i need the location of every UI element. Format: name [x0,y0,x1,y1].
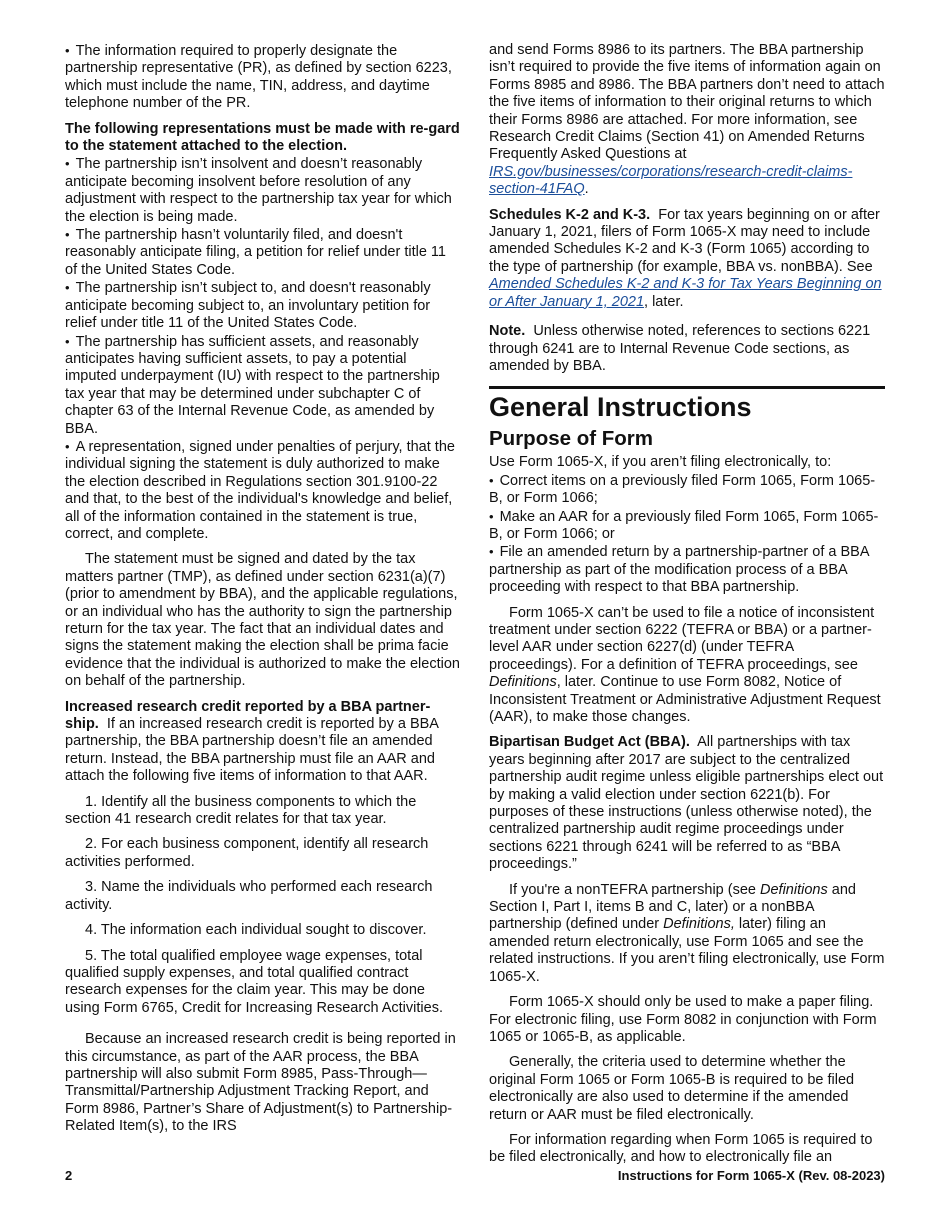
section-heading: General Instructions [489,392,752,423]
list-item: 4. The information each individual sought to discover. [85,922,427,939]
pr-info-bullet: • The information required to properly designate the partnership representative (PR), as defined by section 6223, which must include the name, TIN, address, and daytime telephone number of the PR. [65,42,460,113]
paper-filing-paragraph: Form 1065-X should only be used to make a paper filing. For electronic filing, use Form 8082 in conjunction with Form 1065 or 1065-B, as applicable. [489,994,877,1045]
footer-title: Instructions for Form 1065-X (Rev. 08-2023) [617,1168,885,1183]
list-item: 2. For each business component, identify all research activities performed. [65,836,429,870]
k2-k3-heading: Schedules K-2 and K-3. [489,206,651,223]
bba-heading: Bipartisan Budget Act (BBA). [489,734,690,751]
note-label: Note. [489,323,526,340]
cant-be-used-paragraph: Form 1065-X can’t be used to file a notice of inconsistent treatment under section 6222 (TEFRA or BBA) or a partner-level AAR under section 6227(d) (under TEFRA proceedings). For a definition of TEFRA proceedings, see Definitions, later. Continue to use Form 8082, Notice of Inconsistent Treatment or Administrative Adjustment Request (AAR), to make those changes. [489,604,881,725]
section-divider [489,386,885,389]
research-credit-paragraph: Increased research credit reported by a BBA partner-ship. If an increased research credit is reported by a BBA partnership, the BBA partnership doesn’t file an amended return. Instead, the BBA partnership must file an AAR and attach the following five items of information to that AAR. [65,698,439,785]
right-column [489,42,885,1167]
k2-k3-link[interactable]: Amended Schedules K-2 and K-3 for Tax Years Beginning on or After January 1, 2021 [489,276,882,310]
statement-paragraph: The statement must be signed and dated by the tax matters partner (TMP), as defined under section 6231(a)(7) (prior to amendment by BBA), and the applicable regulations, or an individual who has the authority to sign the partnership return for the tax year. The fact that an individual dates and signs the statement making the election shall be prima facie evidence that the individual is authorized to make the election on behalf of the partnership. [65,551,460,690]
nontefra-paragraph: If you're a nonTEFRA partnership (see Definitions and Section I, Part I, items B and C, later) or a nonBBA partnership (defined under Definitions, later) filing an amended return electronically, use Form 1065 and see the related instructions. If you aren’t filing electronically, use Form 1065-X. [489,881,885,985]
list-item: 5. The total qualified employee wage expenses, total qualified supply expenses, and total qualified contract research expenses for the claim year. This may be done using Form 6765, Credit for Increasing Research Activities. [65,947,443,1016]
representation-item: • The partnership hasn’t voluntarily filed, and doesn't reasonably anticipate filing, a petition for relief under title 11 of the United States Code. [65,226,460,279]
representation-item: • A representation, signed under penalties of perjury, that the individual signing the statement is duly authorized to make the election described in Regulations section 301.9100-22 and that, to the best of the individual's knowledge and belief, all of the information contained in the statement is true, correct, and complete. [65,438,460,543]
electronic-info-paragraph: For information regarding when Form 1065 is required to be filed electronically, and how to electronically file an [489,1131,873,1166]
k2-k3-paragraph: Schedules K-2 and K-3. For tax years beginning on or after January 1, 2021, filers of Form 1065-X may need to include amended Schedules K-2 and K-3 (Form 1065) according to the type of partnership (for example, BBA vs. nonBBA). See Amended Schedules K-2 and K-3 for Tax Years Beginning on or After January 1, 2021, later. [489,206,882,310]
faq-link[interactable]: IRS.gov/businesses/corporations/research-credit-claims-section-41FAQ [489,163,853,198]
bba-paragraph: Bipartisan Budget Act (BBA). All partnerships with tax years beginning after 2017 are subject to the centralized partnership audit regime unless eligible partnerships elect out by making a valid election under section 6221(b). For purposes of these instructions (unless otherwise noted), the centralized partnership audit regime proceedings under sections 6221 through 6241 will be referred to as “BBA proceedings.” [489,734,884,873]
because-paragraph: Because an increased research credit is being reported in this circumstance, as part of the AAR process, the BBA partnership will also submit Form 8985, Pass-Through—Transmittal/Partnership Adjustment Tracking Report, and Form 8986, Partner’s Share of Adjustment(s) to Partnership-Related Item(s), to the IRS [65,1031,456,1135]
continuation-paragraph: and send Forms 8986 to its partners. The BBA partnership isn’t required to provide the five items of information again on Forms 8985 and 8986. The BBA partners don’t need to attach the five items of information to their original returns to which their Forms 8986 are attached. For more information, see Research Credit Claims (Section 41) on Amended Returns Frequently Asked Questions at IRS.gov/businesses/corporations/research-credit-claims-section-41FAQ. [489,42,885,198]
representation-item: • The partnership has sufficient assets, and reasonably anticipates having sufficient assets, to pay a potential imputed underpayment (IU) with respect to the partnership tax year that may be determined under subchapter C of chapter 63 of the Internal Revenue Code, as amended by BBA. [65,333,460,438]
representation-item: • The partnership isn’t insolvent and doesn’t reasonably anticipate becoming insolvent before resolution of any adjustment with respect to the partnership tax year for which the election is being made. [65,155,460,226]
list-item: 3. Name the individuals who performed each research activity. [65,879,433,913]
purpose-item: • Make an AAR for a previously filed Form 1065, Form 1065-B, or Form 1066; or [489,508,885,544]
list-item: 1. Identify all the business components to which the section 41 research credit relates for that tax year. [65,793,417,828]
subsection-heading: Purpose of Form [489,427,654,451]
note-paragraph: Note. Unless otherwise noted, references to sections 6221 through 6241 are to Internal Revenue Code sections, as amended by BBA. [489,323,871,374]
representations-heading: The following representations must be made with re-gard to the statement attached to the election. [65,120,460,155]
purpose-item: • Correct items on a previously filed Form 1065, Form 1065-B, or Form 1066; [489,472,885,508]
page-number: 2 [65,1168,73,1183]
research-credit-heading: Increased research credit reported by a BBA partner-ship. [65,698,431,733]
purpose-intro: Use Form 1065-X, if you aren’t filing electronically, to: [489,454,832,471]
representation-item: • The partnership isn’t subject to, and doesn't reasonably anticipate becoming subject to, an involuntary petition for relief under title 11 of the United States Code. [65,279,460,332]
criteria-paragraph: Generally, the criteria used to determine whether the original Form 1065 or Form 1065-B is required to be filed electronically are also used to determine if the amended return or AAR must be filed electronically. [489,1054,855,1123]
purpose-item: • File an amended return by a partnership-partner of a BBA partnership as part of the modification process of a BBA proceeding with respect to that BBA partnership. [489,543,885,596]
left-column [65,42,460,1136]
